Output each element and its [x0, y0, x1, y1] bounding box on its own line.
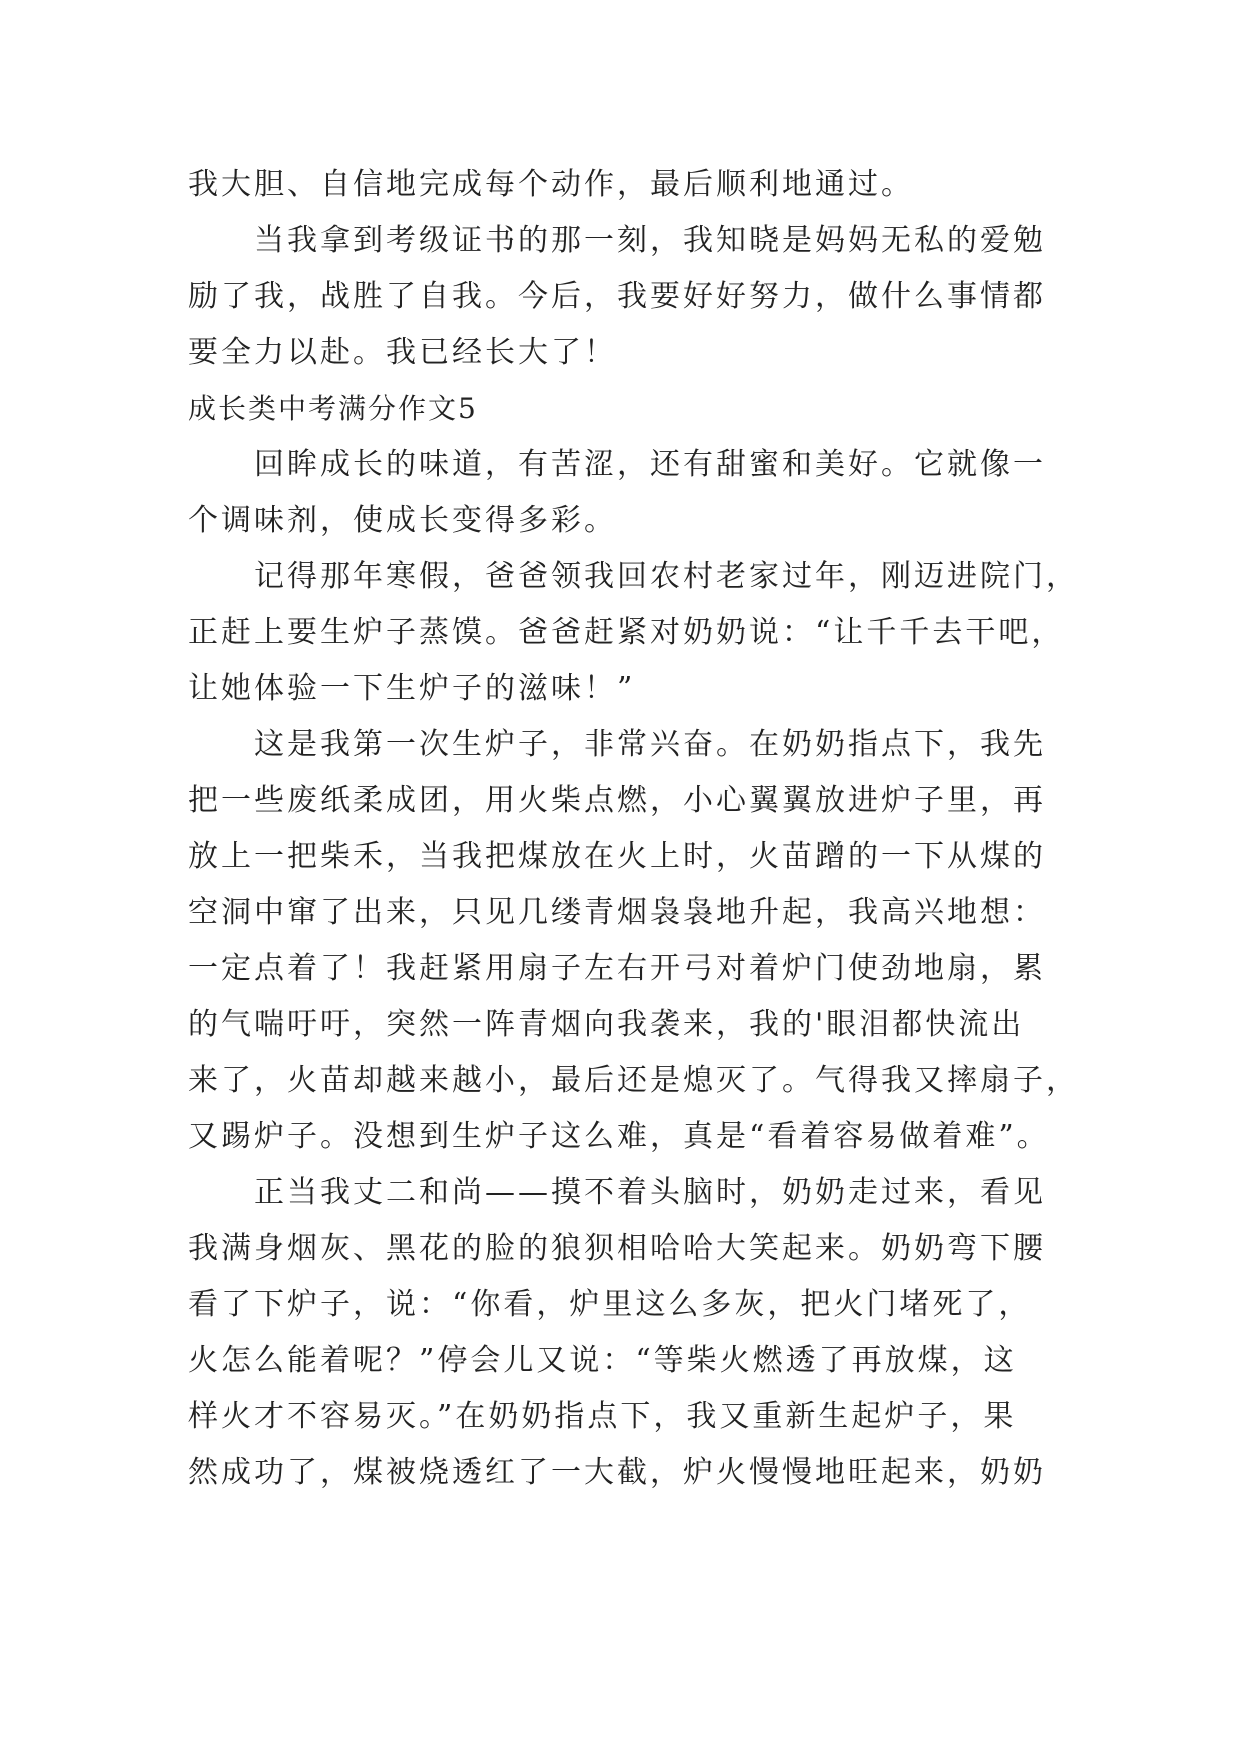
text-line: 放上一把柴禾，当我把煤放在火上时，火苗蹭的一下从煤的 — [188, 839, 1046, 874]
text-line: 来了，火苗却越来越小，最后还是熄灭了。气得我又摔扇子， — [188, 1063, 1079, 1098]
text-line: 样火才不容易灭。”在奶奶指点下，我又重新生起炉子，果 — [188, 1399, 1017, 1434]
text-line: 当我拿到考级证书的那一刻，我知晓是妈妈无私的爱勉 — [254, 223, 1046, 258]
text-line: 回眸成长的味道，有苦涩，还有甜蜜和美好。它就像一 — [254, 447, 1046, 482]
text-line: 让她体验一下生炉子的滋味！” — [188, 671, 636, 706]
text-line: 的气喘吁吁，突然一阵青烟向我袭来，我的'眼泪都快流出 — [188, 1007, 1025, 1042]
text-line: 然成功了，煤被烧透红了一大截，炉火慢慢地旺起来，奶奶 — [188, 1455, 1046, 1490]
text-line: 记得那年寒假，爸爸领我回农村老家过年，刚迈进院门， — [254, 559, 1079, 594]
text-line: 一定点着了！我赶紧用扇子左右开弓对着炉门使劲地扇，累 — [188, 951, 1046, 986]
text-line: 要全力以赴。我已经长大了！ — [188, 335, 617, 370]
text-line: 励了我，战胜了自我。今后，我要好好努力，做什么事情都 — [188, 279, 1046, 314]
text-line: 正当我丈二和尚——摸不着头脑时，奶奶走过来，看见 — [254, 1175, 1046, 1210]
text-line: 空洞中窜了出来，只见几缕青烟袅袅地升起，我高兴地想： — [188, 895, 1046, 930]
text-line: 又踢炉子。没想到生炉子这么难，真是“看着容易做着难”。 — [188, 1119, 1050, 1154]
text-line: 火怎么能着呢？”停会儿又说：“等柴火燃透了再放煤，这 — [188, 1343, 1017, 1378]
text-line: 把一些废纸柔成团，用火柴点燃，小心翼翼放进炉子里，再 — [188, 783, 1046, 818]
text-line: 看了下炉子，说：“你看，炉里这么多灰，把火门堵死了， — [188, 1287, 1032, 1322]
text-line: 我大胆、自信地完成每个动作，最后顺利地通过。 — [188, 167, 914, 202]
section-heading: 成长类中考满分作文5 — [188, 392, 478, 425]
text-line: 正赶上要生炉子蒸馍。爸爸赶紧对奶奶说：“让千千去干吧， — [188, 615, 1065, 650]
text-line: 个调味剂，使成长变得多彩。 — [188, 503, 617, 538]
document-body — [188, 157, 1079, 1501]
text-line: 这是我第一次生炉子，非常兴奋。在奶奶指点下，我先 — [254, 727, 1046, 762]
text-line: 我满身烟灰、黑花的脸的狼狈相哈哈大笑起来。奶奶弯下腰 — [188, 1231, 1046, 1266]
